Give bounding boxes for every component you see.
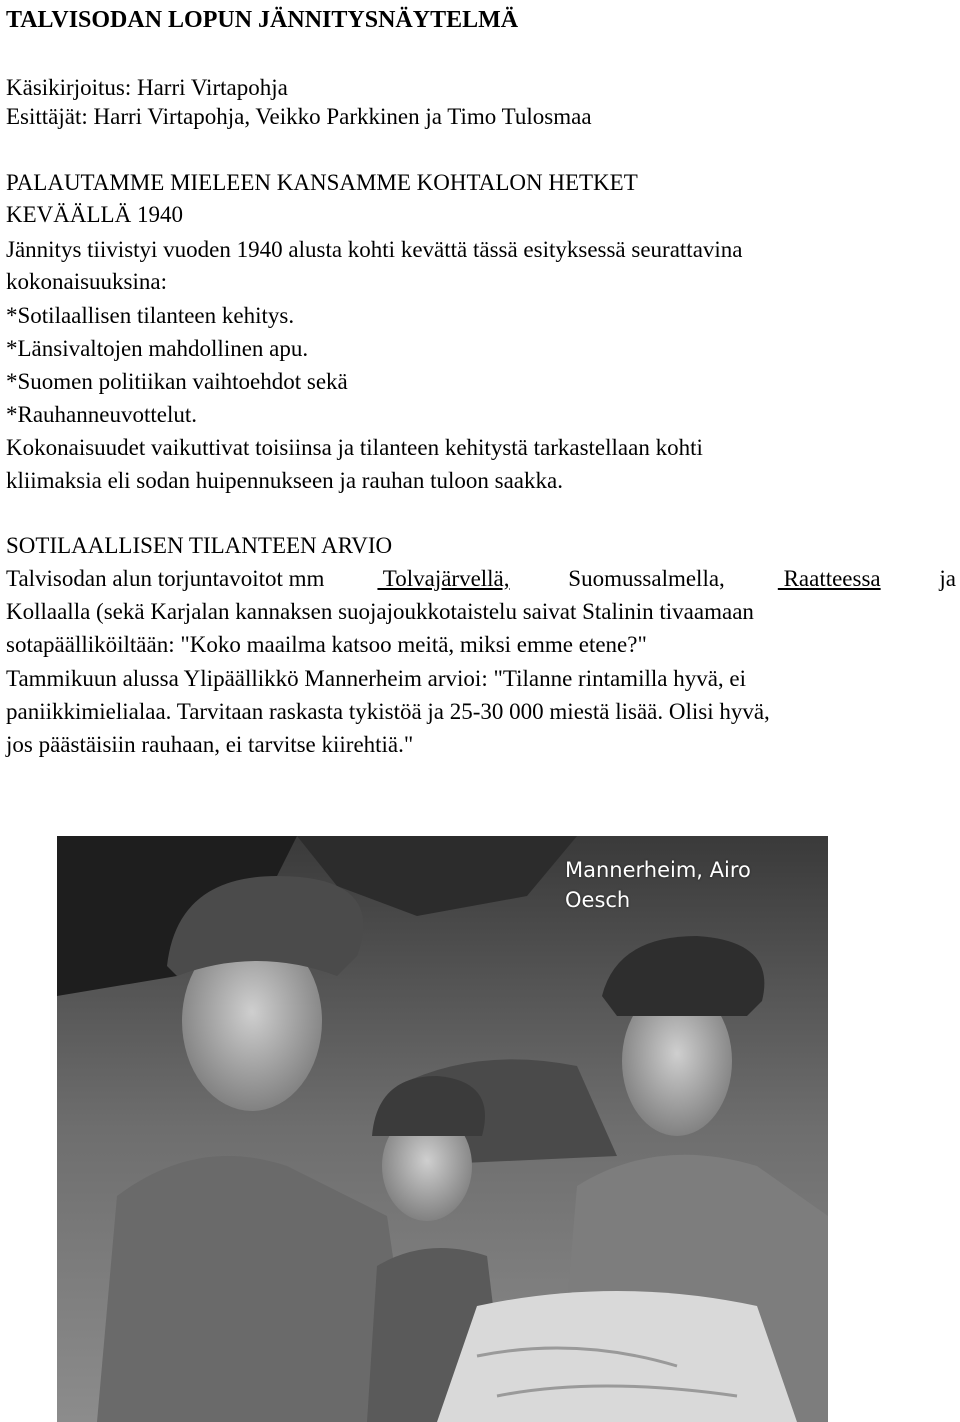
photo-caption (565, 855, 751, 915)
photo-caption-line1: Mannerheim, Airo (565, 858, 751, 882)
link-raate[interactable]: Raatteessa (777, 566, 881, 591)
link-tolvajarvi[interactable]: Tolvajärvellä, (377, 566, 510, 591)
paragraph-line-2 (6, 596, 956, 628)
performers-credit: Esittäjät: Harri Virtapohja, Veikko Parkkinen ja Timo Tulosmaa (6, 104, 592, 129)
paragraph-line-4 (6, 663, 956, 695)
summary-line-2: kliimaksia eli sodan huipennukseen ja rauhan tuloon saakka. (6, 468, 563, 493)
paragraph-text-1a: Talvisodan alun torjuntavoitot mm (6, 566, 325, 591)
intro-line-2: kokonaisuuksina: (6, 269, 167, 294)
photo-illustration (57, 836, 828, 1422)
section-heading-line1: PALAUTAMME MIELEEN KANSAMME KOHTALON HETKET (6, 170, 638, 195)
bullet-politics: *Suomen politiikan vaihtoehdot sekä (6, 369, 348, 394)
paragraph-line-1 (6, 563, 956, 595)
intro-line-1: Jännitys tiivistyi vuoden 1940 alusta kohti kevättä tässä esityksessä seurattavina (6, 237, 743, 262)
paragraph-text-2: Kollaalla (sekä Karjalan kannaksen suojajoukkotaistelu saivat Stalinin tivaamaan (6, 599, 754, 624)
section-heading-military: SOTILAALLISEN TILANTEEN ARVIO (6, 533, 393, 558)
summary-line-1 (6, 432, 956, 464)
paragraph-text-1c: ja (933, 566, 956, 591)
paragraph-text-1b: Suomussalmella, (562, 566, 725, 591)
bullet-military: *Sotilaallisen tilanteen kehitys. (6, 303, 295, 328)
script-credit: Käsikirjoitus: Harri Virtapohja (6, 75, 288, 100)
paragraph-line-5 (6, 696, 956, 728)
paragraph-text-5: paniikkimielialaa. Tarvitaan raskasta tykistöä ja 25-30 000 miestä lisää. Olisi hyvä, (6, 699, 770, 724)
bullet-peace-talks: *Rauhanneuvottelut. (6, 402, 197, 427)
paragraph-line-6: jos päästäisiin rauhaan, ei tarvitse kiirehtiä." (6, 732, 414, 757)
summary-text-1: Kokonaisuudet vaikuttivat toisiinsa ja tilanteen kehitystä tarkastellaan kohti (6, 435, 703, 460)
section-heading-line2: KEVÄÄLLÄ 1940 (6, 202, 183, 227)
document-title: TALVISODAN LOPUN JÄNNITYSNÄYTELMÄ (6, 7, 519, 33)
bullet-western-aid: *Länsivaltojen mahdollinen apu. (6, 336, 309, 361)
historical-photo (57, 836, 828, 1422)
paragraph-line-3: sotapäälliköiltään: "Koko maailma katsoo meitä, miksi emme etene?" (6, 632, 647, 657)
paragraph-text-4: Tammikuun alussa Ylipäällikkö Mannerheim arvioi: "Tilanne rintamilla hyvä, ei (6, 666, 747, 691)
photo-caption-line2: Oesch (565, 888, 631, 912)
